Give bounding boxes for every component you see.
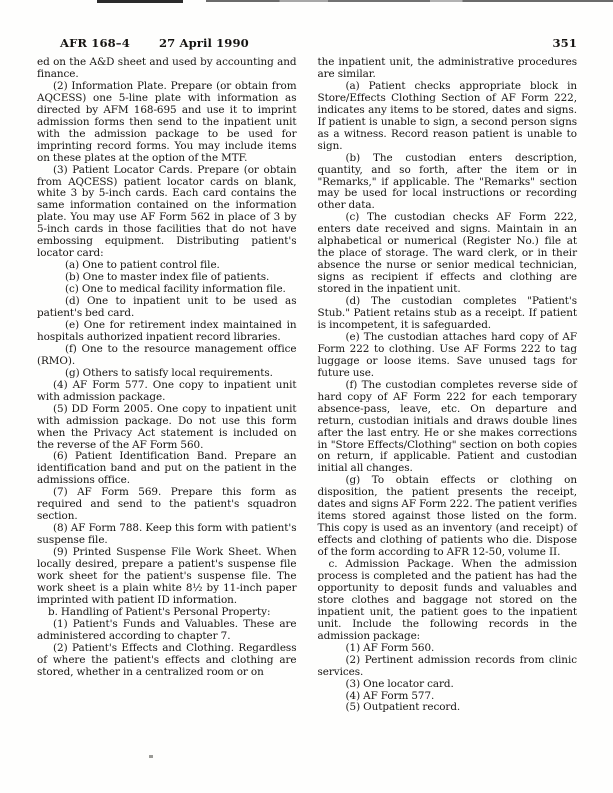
subitem-e: (e) One for retirement index maintained in hospitals authorized inpatient record libraries. [37,318,297,343]
subitem-f: (f) The custodian completes reverse side of hard copy of AF Form 222 for each temporary absence-pass, leave, etc. On departure and return, custodian initials and draws double lines after the last entry. He or she makes corrections in "Store Effects/Clothing" section on both copies on return, if applicable. Patient and custodian initial all changes. [317,378,577,475]
list-item-5: (5) Outpatient record. [345,701,461,714]
list-item-3: (3) One locator card. [345,677,454,690]
paragraph-continuation: the inpatient unit, the administrative procedures are similar. [317,56,577,80]
list-item-4: (4) AF Form 577. [345,689,435,702]
subitem-g: (g) To obtain effects or clothing on disposition, the patient presents the receipt, dates and signs AF Form 222. The patient verifies items stored against those listed on the form. This copy is used as an inventory (and receipt) of effects and clothing of patients who die. Dispose of the form according to AFR 12-50, volume II. [317,474,577,559]
subitem-b: (b) The custodian enters description, quantity, and so forth, after the item or in "Remarks," if applicable. The "Remarks" section may be used for local instructions or recording other data. [317,151,577,212]
document-id: AFR 168–4 [60,36,130,50]
right-column [318,57,578,714]
document-date: 27 April 1990 [159,36,249,50]
paragraph-continuation: ed on the A&D sheet and used by accounting and finance. [37,56,297,80]
paragraph-item-9: (9) Printed Suspense File Work Sheet. When locally desired, prepare a patient's suspense file work sheet for the patient's suspense file. The work sheet is a plain white 8½ by 11-inch paper imprinted with patient ID information. [37,546,297,606]
paragraph-item-6: (6) Patient Identification Band. Prepare an identification band and put on the patient in the admissions office. [37,450,297,487]
paragraph-section-c: c. Admission Package. When the admission process is completed and the patient has had the opportunity to deposit funds and valuables and store clothes and baggage not stored on the inpatient unit, the patient goes to the inpatient unit. Include the following records in the admission package: [317,558,577,642]
subitem-c: (c) The custodian checks AF Form 222, enters date received and signs. Maintain in an alphabetical or numerical (Register No.) file at the place of storage. The ward clerk, or in their absence the nurse or senior medical technician, signs as recipient if effects and clothing are stored in the inpatient unit. [317,211,577,296]
scan-edge-artifact [97,0,183,3]
paragraph-item-7: (7) AF Form 569. Prepare this form as required and send to the patient's squadron section. [37,486,297,523]
paragraph-item-4: (4) AF Form 577. One copy to inpatient unit with admission package. [37,378,297,403]
subitem-a: (a) One to patient control file. [65,259,220,272]
subitem-d: (d) One to inpatient unit to be used as patient's bed card. [37,295,297,320]
subitem-f: (f) One to the resource management office (RMO). [37,342,297,367]
subitem-g: (g) Others to satisfy local requirements. [65,366,273,379]
paragraph-section-b: b. Handling of Patient's Personal Property: [48,605,271,618]
paragraph-b2: (2) Patient's Effects and Clothing. Regardless of where the patient's effects and clothing are stored, whether in a centralized room or on [37,641,297,678]
left-column [37,57,297,714]
scan-speck [149,755,153,758]
subitem-c: (c) One to medical facility information file. [65,283,286,296]
page-body [37,57,577,714]
list-item-1: (1) AF Form 560. [345,641,435,654]
paragraph-item-3: (3) Patient Locator Cards. Prepare (or obtain from AQCESS) patient locator cards on blank, white 3 by 5-inch cards. Each card contains the same information contained on the information plate. You may use AF Form 562 in place of 3 by 5-inch cards in those facilities that do not have embossing equipment. Distributing patient's locator card: [37,163,297,260]
subitem-d: (d) The custodian completes "Patient's Stub." Patient retains stub as a receipt. If patient is incompetent, it is safeguarded. [317,295,577,331]
paragraph-b1: (1) Patient's Funds and Valuables. These are administered according to chapter 7. [37,617,297,642]
page-header [37,36,577,50]
subitem-a: (a) Patient checks appropriate block in Store/Effects Clothing Section of AF Form 222, indicates any items to be stored, dates and signs. If patient is unable to sign, a second person signs as a witness. Record reason patient is unable to sign. [317,79,577,152]
subitem-e: (e) The custodian attaches hard copy of AF Form 222 to clothing. Use AF Forms 222 to tag luggage or loose items. Save unused tags for future use. [317,330,577,379]
paragraph-item-8: (8) AF Form 788. Keep this form with patient's suspense file. [37,522,297,547]
paragraph-item-2: (2) Information Plate. Prepare (or obtain from AQCESS) one 5-line plate with information as directed by AFM 168-695 and use it to imprint admission forms then send to the inpatient unit with the admission package to be used for imprinting record forms. You may include items on these plates at the option of the MTF. [37,79,297,164]
paragraph-item-5: (5) DD Form 2005. One copy to inpatient unit with admission package. Do not use this form when the Privacy Act statement is included on the reverse of the AF Form 560. [37,402,297,451]
scan-edge-artifact [206,0,613,2]
list-item-2: (2) Pertinent admission records from clinic services. [317,653,577,678]
subitem-b: (b) One to master index file of patients. [65,271,270,284]
page-number: 351 [552,36,577,50]
